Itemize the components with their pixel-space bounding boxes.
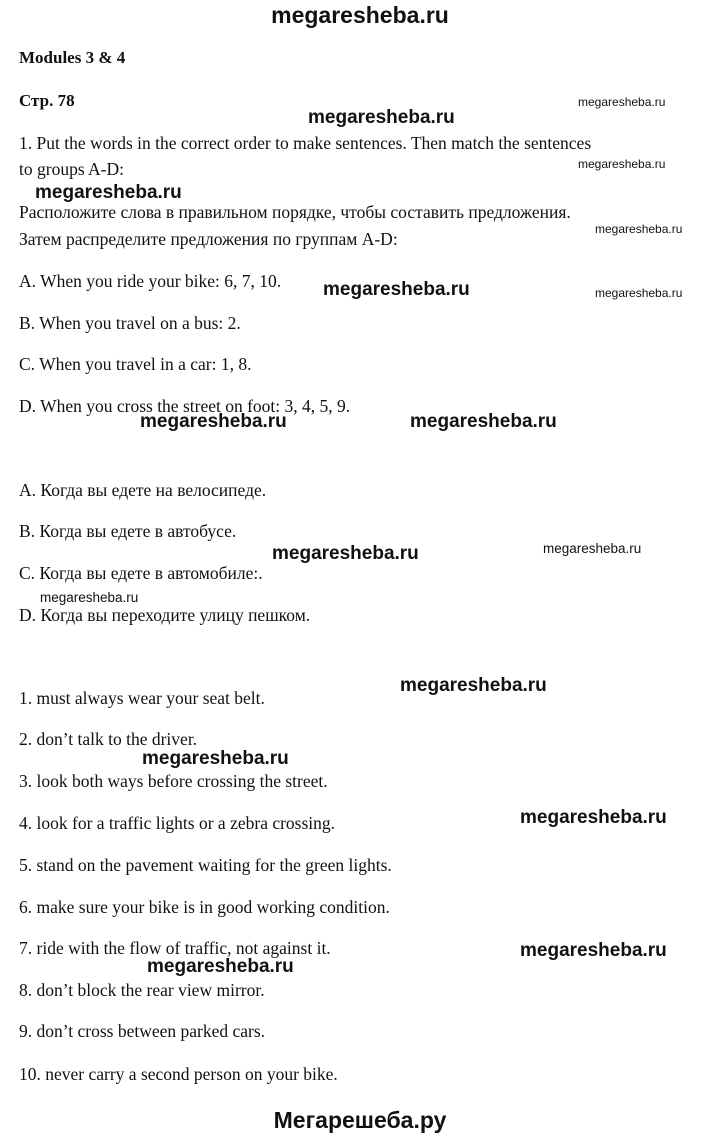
sentence-1: 1. must always wear your seat belt.	[19, 688, 265, 708]
group-ru-b: B. Когда вы едете в автобусе.	[19, 521, 237, 541]
group-en-a: A. When you ride your bike: 6, 7, 10.	[19, 271, 282, 291]
watermark: megaresheba.ru	[147, 956, 294, 977]
watermark: megaresheba.ru	[578, 95, 666, 109]
watermark: megaresheba.ru	[140, 411, 287, 432]
module-title: Modules 3 & 4	[19, 48, 126, 67]
page-reference: Стр. 78	[19, 91, 75, 110]
watermark: megaresheba.ru	[35, 182, 182, 203]
watermark: megaresheba.ru	[410, 411, 557, 432]
sentence-7: 7. ride with the flow of traffic, not against it.	[19, 938, 331, 958]
instruction-ru-line-2: Затем распределите предложения по группам A-D:	[19, 229, 398, 249]
watermark: megaresheba.ru	[543, 541, 642, 556]
group-en-b: B. When you travel on a bus: 2.	[19, 313, 241, 333]
watermark: megaresheba.ru	[520, 940, 667, 961]
sentence-5: 5. stand on the pavement waiting for the green lights.	[19, 855, 392, 875]
site-header: megaresheba.ru	[271, 2, 449, 28]
watermark: megaresheba.ru	[272, 543, 419, 564]
group-en-d: D. When you cross the street on foot: 3, 4, 5, 9.	[19, 396, 351, 416]
sentence-3: 3. look both ways before crossing the street.	[19, 771, 328, 791]
sentence-10: 10. never carry a second person on your bike.	[19, 1064, 338, 1084]
group-en-c: C. When you travel in a car: 1, 8.	[19, 354, 252, 374]
watermark: megaresheba.ru	[323, 279, 470, 300]
watermark: megaresheba.ru	[595, 286, 683, 300]
watermark: megaresheba.ru	[400, 675, 547, 696]
sentence-8: 8. don’t block the rear view mirror.	[19, 980, 265, 1000]
watermark: megaresheba.ru	[520, 807, 667, 828]
watermark: megaresheba.ru	[142, 748, 289, 769]
sentence-2: 2. don’t talk to the driver.	[19, 729, 198, 749]
sentence-4: 4. look for a traffic lights or a zebra crossing.	[19, 813, 336, 833]
watermark: megaresheba.ru	[578, 157, 666, 171]
group-ru-d: D. Когда вы переходите улицу пешком.	[19, 605, 311, 625]
instruction-en-line-2: to groups A-D:	[19, 159, 124, 179]
instruction-ru-line-1: Расположите слова в правильном порядке, чтобы составить предложения.	[19, 202, 571, 222]
watermark: megaresheba.ru	[40, 590, 139, 605]
sentence-6: 6. make sure your bike is in good working condition.	[19, 897, 390, 917]
group-ru-c: C. Когда вы едете в автомобиле:.	[19, 563, 263, 583]
sentence-9: 9. don’t cross between parked cars.	[19, 1021, 266, 1041]
group-ru-a: A. Когда вы едете на велосипеде.	[19, 480, 267, 500]
watermark: megaresheba.ru	[308, 107, 455, 128]
site-footer: Мегарешеба.ру	[273, 1107, 447, 1133]
watermark: megaresheba.ru	[595, 222, 683, 236]
instruction-en-line-1: 1. Put the words in the correct order to make sentences. Then match the sentences	[19, 133, 592, 153]
